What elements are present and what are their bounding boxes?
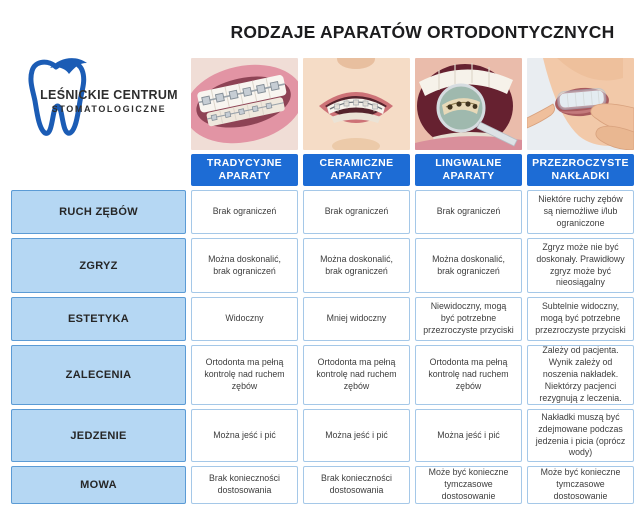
table-cell: Widoczny (191, 297, 298, 341)
page-title: RODZAJE APARATÓW ORTODONTYCZNYCH (230, 22, 615, 42)
table-cell: Brak ograniczeń (415, 190, 522, 234)
table-cell: Można jeść i pić (303, 409, 410, 462)
table-cell: Nakładki muszą być zdejmowane podczas jedzenia i picia (oprócz wody) (527, 409, 634, 462)
spacer (11, 58, 186, 150)
table-cell: Ortodonta ma pełną kontrolę nad ruchem zębów (303, 345, 410, 405)
table-cell: Brak konieczności dostosowania (191, 466, 298, 504)
lingual-braces-illustration (415, 58, 522, 150)
lingual-braces-photo (415, 58, 522, 150)
table-cell: Może być konieczne tymczasowe dostosowanie (527, 466, 634, 504)
table-cell: Ortodonta ma pełną kontrolę nad ruchem zębów (415, 345, 522, 405)
table-cell: Niektóre ruchy zębów są niemożliwe i/lub ograniczone (527, 190, 634, 234)
spacer (11, 154, 186, 186)
table-cell: Można doskonalić, brak ograniczeń (303, 238, 410, 293)
table-cell: Zgryz może nie być doskonały. Prawidłowy zgryz może być nieosiągalny (527, 238, 634, 293)
table-cell: Zależy od pacjenta. Wynik zależy od noszenia nakładek. Niektórzy pacjenci rezygnują z leczenia. (527, 345, 634, 405)
column-header-ceramic: CERAMICZNE APARATY (303, 154, 410, 186)
table-cell: Brak konieczności dostosowania (303, 466, 410, 504)
column-header-clear-aligners: PRZEZROCZYSTE NAKŁADKI (527, 154, 634, 186)
table-cell: Brak ograniczeń (303, 190, 410, 234)
table-cell: Można jeść i pić (415, 409, 522, 462)
clinic-name-line1: LEŚNICKIE CENTRUM (40, 88, 178, 102)
row-label-aesthetics: ESTETYKA (11, 297, 186, 341)
table-cell: Subtelnie widoczny, mogą być potrzebne przezroczyste przyciski (527, 297, 634, 341)
traditional-braces-illustration (191, 58, 298, 150)
row-label-speech: MOWA (11, 466, 186, 504)
clear-aligners-photo (527, 58, 634, 150)
row-label-recommendations: ZALECENIA (11, 345, 186, 405)
row-label-tooth-movement: RUCH ZĘBÓW (11, 190, 186, 234)
clear-aligner-illustration (527, 58, 634, 150)
table-cell: Można doskonalić, brak ograniczeń (415, 238, 522, 293)
ceramic-braces-photo (303, 58, 410, 150)
table-cell: Mniej widoczny (303, 297, 410, 341)
clinic-name-line2: STOMATOLOGICZNE (51, 104, 167, 114)
table-cell: Brak ograniczeń (191, 190, 298, 234)
table-cell: Niewidoczny, mogą być potrzebne przezroczyste przyciski (415, 297, 522, 341)
row-label-eating: JEDZENIE (11, 409, 186, 462)
table-cell: Można doskonalić, brak ograniczeń (191, 238, 298, 293)
ceramic-braces-illustration (303, 58, 410, 150)
traditional-braces-photo (191, 58, 298, 150)
table-cell: Może być konieczne tymczasowe dostosowanie (415, 466, 522, 504)
comparison-table (11, 58, 634, 504)
table-cell: Ortodonta ma pełną kontrolę nad ruchem zębów (191, 345, 298, 405)
table-cell: Można jeść i pić (191, 409, 298, 462)
column-header-lingual: LINGWALNE APARATY (415, 154, 522, 186)
column-header-traditional: TRADYCYJNE APARATY (191, 154, 298, 186)
row-label-bite: ZGRYZ (11, 238, 186, 293)
